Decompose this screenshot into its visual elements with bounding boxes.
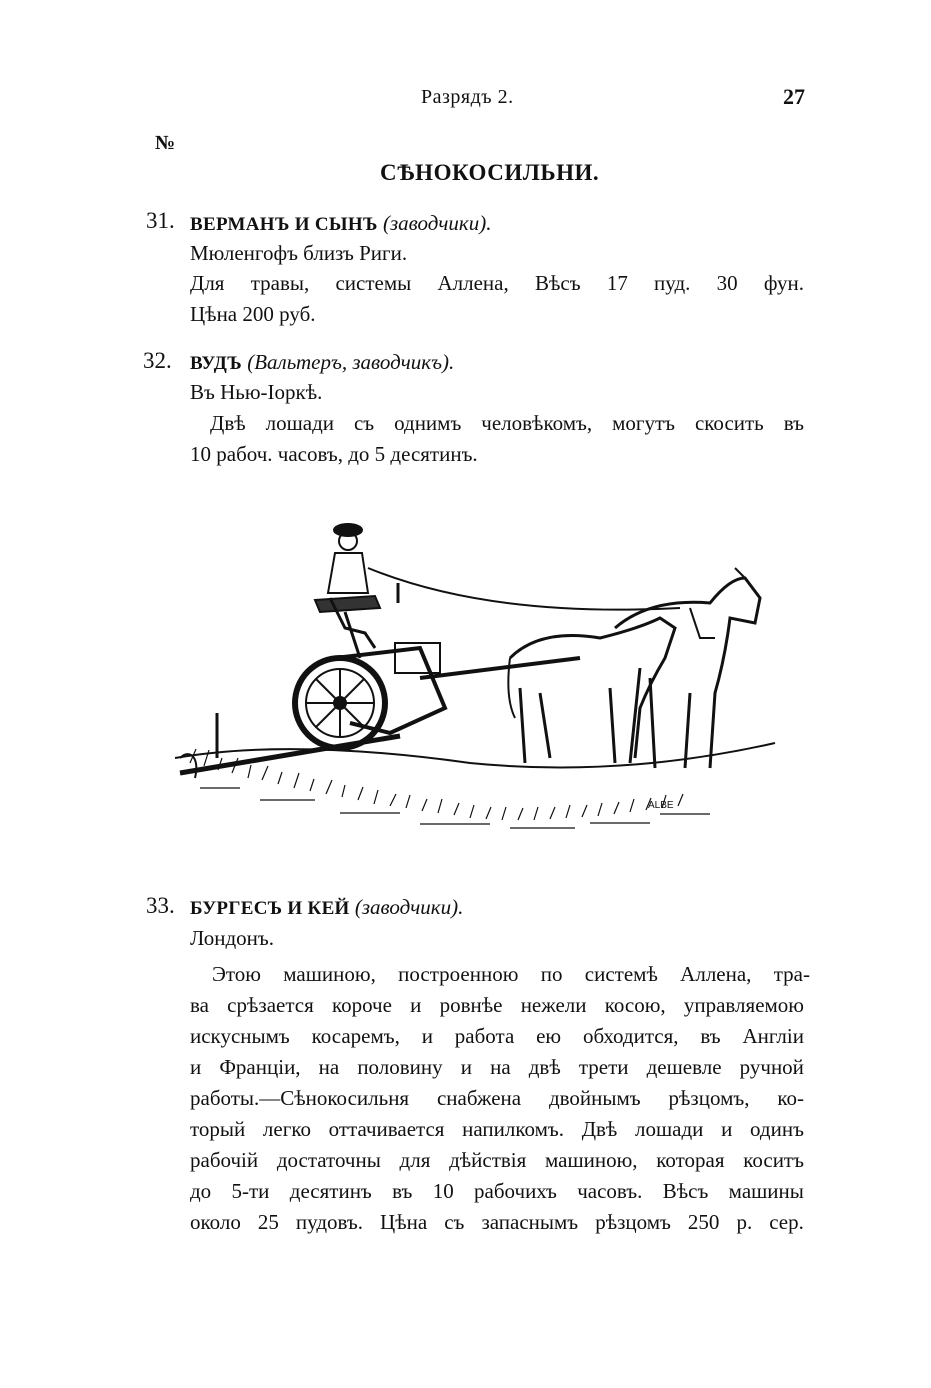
word: и: [421, 1024, 433, 1048]
word: ею: [536, 1024, 562, 1048]
entry-description-line: [210, 411, 804, 436]
word: около: [190, 1210, 241, 1234]
word: косаремъ,: [311, 1024, 400, 1048]
word: сер.: [769, 1210, 804, 1234]
entry-heading: [190, 350, 454, 375]
word: на: [490, 1055, 511, 1079]
word: системы: [335, 271, 412, 295]
word: ручной: [739, 1055, 804, 1079]
number-mark: №: [155, 132, 176, 154]
entry-heading: [190, 211, 491, 236]
word: напилкомъ.: [462, 1117, 565, 1141]
word: снабжена: [436, 1086, 522, 1110]
entry-name: ВЕРМАНЪ И СЫНЪ: [190, 214, 378, 235]
word: рѣзцомъ: [595, 1210, 671, 1234]
entry-description-line: [190, 1210, 804, 1235]
word: 25: [257, 1210, 279, 1234]
word: Аллена,: [680, 962, 752, 986]
word: Двѣ: [210, 411, 246, 435]
word: нежели: [520, 993, 587, 1017]
page-number: 27: [783, 84, 805, 109]
word: для: [399, 1148, 431, 1172]
word: лошади: [635, 1117, 704, 1141]
word: машины: [728, 1179, 804, 1203]
word: одинъ: [750, 1117, 804, 1141]
word: запаснымъ: [481, 1210, 579, 1234]
driver-body: [328, 553, 368, 593]
word: срѣзается: [227, 993, 314, 1017]
driver-seat: [315, 596, 380, 612]
word: и: [721, 1117, 733, 1141]
driver-hat: [334, 524, 362, 536]
entry-location: Въ Нью-Іоркѣ.: [190, 380, 323, 404]
word: Для: [190, 271, 225, 295]
harness: [690, 608, 715, 638]
word: ко-: [777, 1086, 804, 1110]
word: работа: [454, 1024, 515, 1048]
word: ва: [190, 993, 209, 1017]
word: короче: [331, 993, 392, 1017]
word: дешевле: [646, 1055, 722, 1079]
word: р.: [736, 1210, 753, 1234]
word: Двѣ: [581, 1117, 618, 1141]
entry-description-line: [190, 1179, 804, 1204]
entry-name: БУРГЕСЪ И КЕЙ: [190, 898, 350, 919]
word: искуснымъ: [190, 1024, 290, 1048]
word: травы,: [250, 271, 310, 295]
word: часовъ.: [577, 1179, 643, 1203]
draft-pole: [420, 658, 580, 678]
word: рѣзцомъ,: [668, 1086, 750, 1110]
word: и: [460, 1055, 472, 1079]
word: лошади: [265, 411, 335, 435]
horse-ear: [735, 568, 745, 578]
word: обходится,: [582, 1024, 679, 1048]
word: Англіи: [742, 1024, 804, 1048]
seat-post: [345, 612, 360, 658]
word: коситъ: [743, 1148, 804, 1172]
word: Вѣсъ: [662, 1179, 709, 1203]
entry-description-line: 10 рабоч. часовъ, до 5 десятинъ.: [190, 442, 478, 466]
word: которая: [656, 1148, 725, 1172]
word: половину: [357, 1055, 443, 1079]
word: 30: [716, 271, 738, 295]
word: Аллена,: [437, 271, 509, 295]
word: Вѣсъ: [534, 271, 581, 295]
entry-role: (Вальтеръ, заводчикъ).: [247, 350, 455, 374]
word: фун.: [763, 271, 804, 295]
word: 17: [606, 271, 628, 295]
word: Цѣна: [380, 1210, 428, 1234]
word: машиною,: [545, 1148, 638, 1172]
word: управляемою: [683, 993, 804, 1017]
section-title: СѢНОКОСИЛЬНИ.: [380, 160, 600, 185]
word: однимъ: [394, 411, 462, 435]
reins: [368, 568, 680, 610]
word: на: [318, 1055, 340, 1079]
entry-description-line: [190, 993, 804, 1018]
word: въ: [392, 1179, 413, 1203]
word: 10: [432, 1179, 454, 1203]
word: системѣ: [584, 962, 658, 986]
word: могутъ: [612, 411, 676, 435]
word: легко: [262, 1117, 311, 1141]
entry-name: ВУДЪ: [190, 353, 242, 374]
word: двѣ: [528, 1055, 561, 1079]
word: и: [190, 1055, 202, 1079]
word: до: [190, 1179, 212, 1203]
word: 5-ти: [231, 1179, 270, 1203]
word: пудовъ.: [295, 1210, 364, 1234]
word: въ: [700, 1024, 721, 1048]
word: Франціи,: [219, 1055, 301, 1079]
entry-description-line: [190, 1055, 804, 1080]
entry-role: (заводчики).: [354, 895, 464, 919]
entry-location: Мюленгофъ близъ Риги.: [190, 241, 408, 265]
word: рабочихъ: [474, 1179, 557, 1203]
engraver-signature: ALBE: [648, 800, 674, 811]
word: тра-: [773, 962, 810, 986]
entry-description-line: [190, 1086, 804, 1111]
entry-heading: [190, 895, 463, 920]
word: двойнымъ: [548, 1086, 641, 1110]
word: человѣкомъ,: [481, 411, 593, 435]
word: 250: [687, 1210, 720, 1234]
word: по: [540, 962, 563, 986]
word: трети: [578, 1055, 629, 1079]
word: десятинъ: [289, 1179, 372, 1203]
word: косою,: [604, 993, 666, 1017]
entry-description-line: Цѣна 200 руб.: [190, 302, 316, 326]
word: Этою: [212, 962, 261, 986]
word: машиною,: [283, 962, 376, 986]
word: рабочій: [190, 1148, 259, 1172]
entry-description-line: [212, 962, 810, 987]
word: дѣйствія: [449, 1148, 527, 1172]
word: оттачивается: [328, 1117, 445, 1141]
word: ровнѣе: [439, 993, 503, 1017]
entry-location: Лондонъ.: [190, 926, 274, 950]
running-header-section: Разрядъ 2.: [421, 86, 514, 108]
mower-illustration: [170, 508, 780, 853]
entry-number: 31.: [146, 208, 175, 233]
word: скосить: [694, 411, 764, 435]
word: и: [410, 993, 422, 1017]
word: построенною: [398, 962, 519, 986]
entry-description-line: [190, 1148, 804, 1173]
entry-description-line: [190, 1024, 804, 1049]
word: съ: [444, 1210, 465, 1234]
entry-number: 32.: [143, 348, 172, 373]
word: работы.—Сѣнокосильня: [190, 1086, 410, 1110]
entry-number: 33.: [146, 893, 175, 918]
word: пуд.: [654, 271, 691, 295]
word: съ: [353, 411, 375, 435]
word: достаточны: [276, 1148, 381, 1172]
word: въ: [783, 411, 804, 435]
entry-role: (заводчики).: [382, 211, 492, 235]
word: торый: [190, 1117, 246, 1141]
entry-description-line: [190, 271, 804, 296]
mower-engraving: [170, 508, 780, 848]
entry-description-line: [190, 1117, 804, 1142]
